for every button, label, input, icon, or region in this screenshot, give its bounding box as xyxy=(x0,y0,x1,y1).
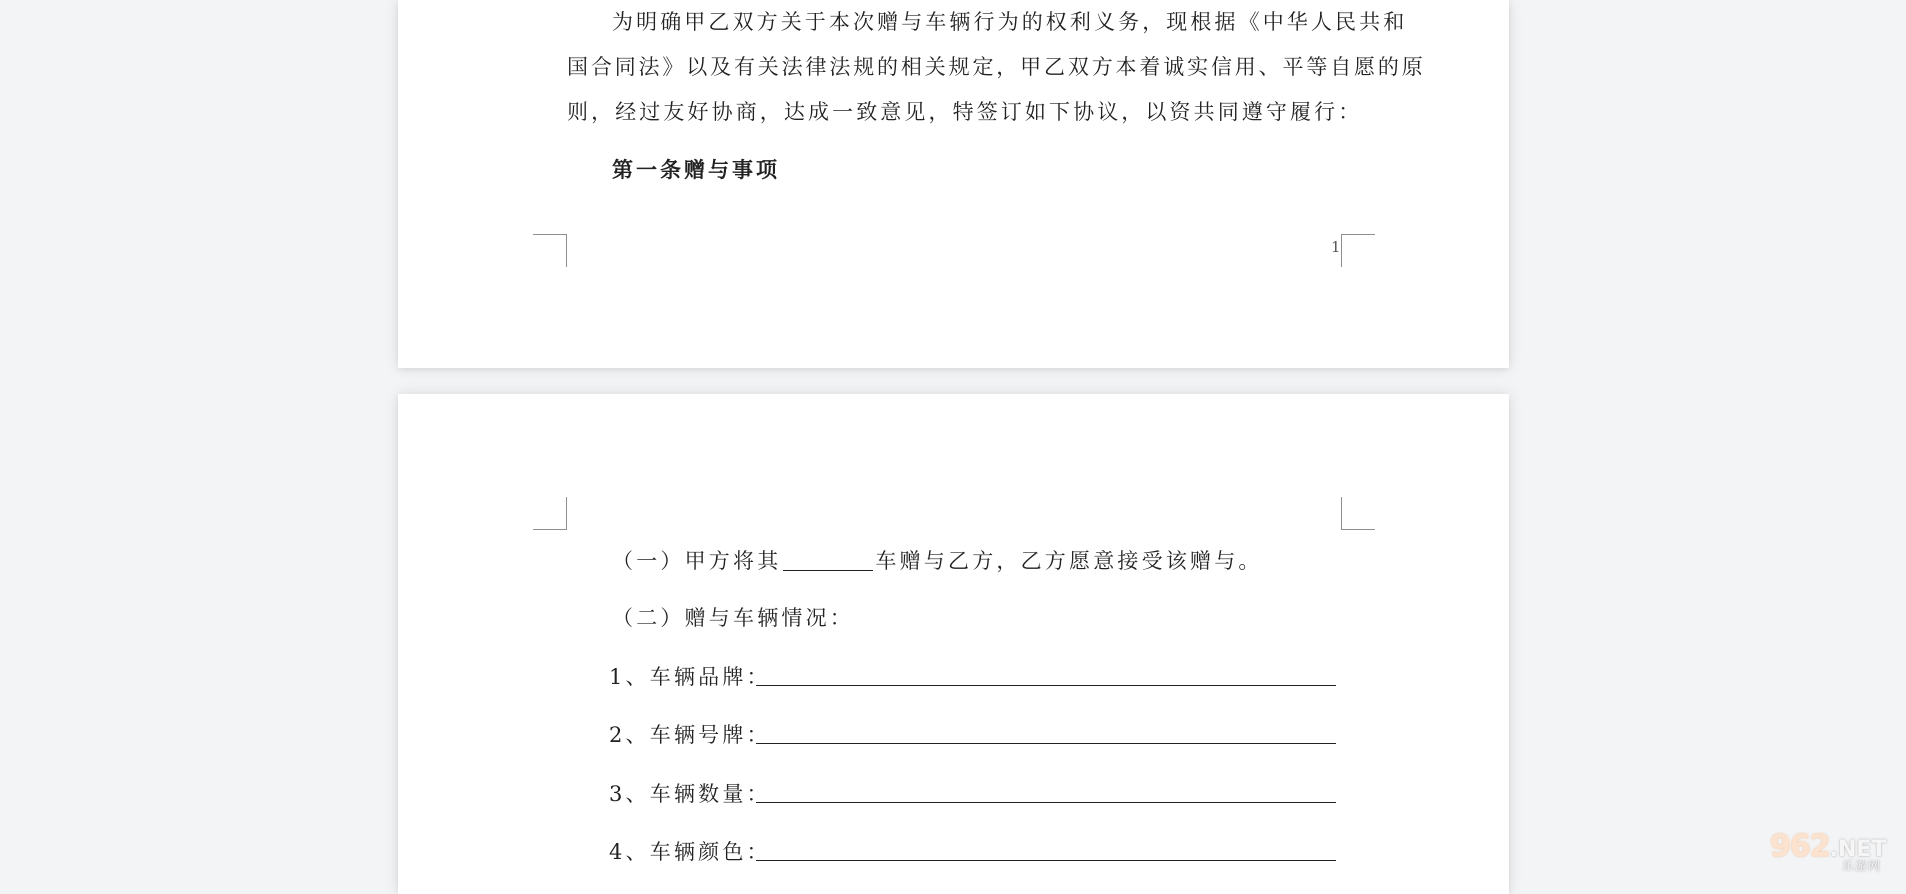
clause-1-before: （一）甲方将其 xyxy=(612,549,782,573)
field-blank-line xyxy=(756,743,1336,744)
watermark-sub: 乐游网 xyxy=(1842,859,1882,873)
watermark-suffix: .NET xyxy=(1829,837,1887,862)
field-vehicle-brand xyxy=(609,661,771,689)
field-blank-line xyxy=(756,685,1336,686)
intro-line-1: 为明确甲乙双方关于本次赠与车辆行为的权利义务，现根据《中华人民共和 xyxy=(612,10,1408,34)
field-blank-line xyxy=(756,860,1336,861)
vehicle-type-blank xyxy=(783,548,873,571)
clause-1 xyxy=(612,545,1263,575)
clause-2: （二）赠与车辆情况： xyxy=(612,606,854,630)
intro-line-2: 国合同法》以及有关法律法规的相关规定，甲乙双方本着诚实信用、平等自愿的原 xyxy=(567,55,1426,79)
field-vehicle-color xyxy=(609,836,771,864)
margin-corner-bottom-right xyxy=(1341,234,1375,267)
field-vehicle-plate xyxy=(609,719,771,747)
field-label: 1、车辆品牌： xyxy=(609,665,771,689)
field-label: 2、车辆号牌： xyxy=(609,723,771,747)
field-blank-line xyxy=(756,802,1336,803)
field-label: 4、车辆颜色： xyxy=(609,840,771,864)
page-number: 1 xyxy=(1331,238,1341,256)
margin-corner-top-left xyxy=(533,497,567,530)
field-vehicle-quantity xyxy=(609,778,771,806)
site-watermark xyxy=(1766,829,1900,871)
watermark-brand: 962 xyxy=(1770,829,1830,864)
margin-corner-top-right xyxy=(1341,497,1375,530)
field-label: 3、车辆数量： xyxy=(609,782,771,806)
document-page-2 xyxy=(398,394,1509,894)
intro-line-3: 则，经过友好协商，达成一致意见，特签订如下协议，以资共同遵守履行： xyxy=(567,100,1363,124)
margin-corner-bottom-left xyxy=(533,234,567,267)
section-heading: 第一条赠与事项 xyxy=(612,157,780,182)
clause-1-after: 车赠与乙方，乙方愿意接受该赠与。 xyxy=(875,549,1263,573)
